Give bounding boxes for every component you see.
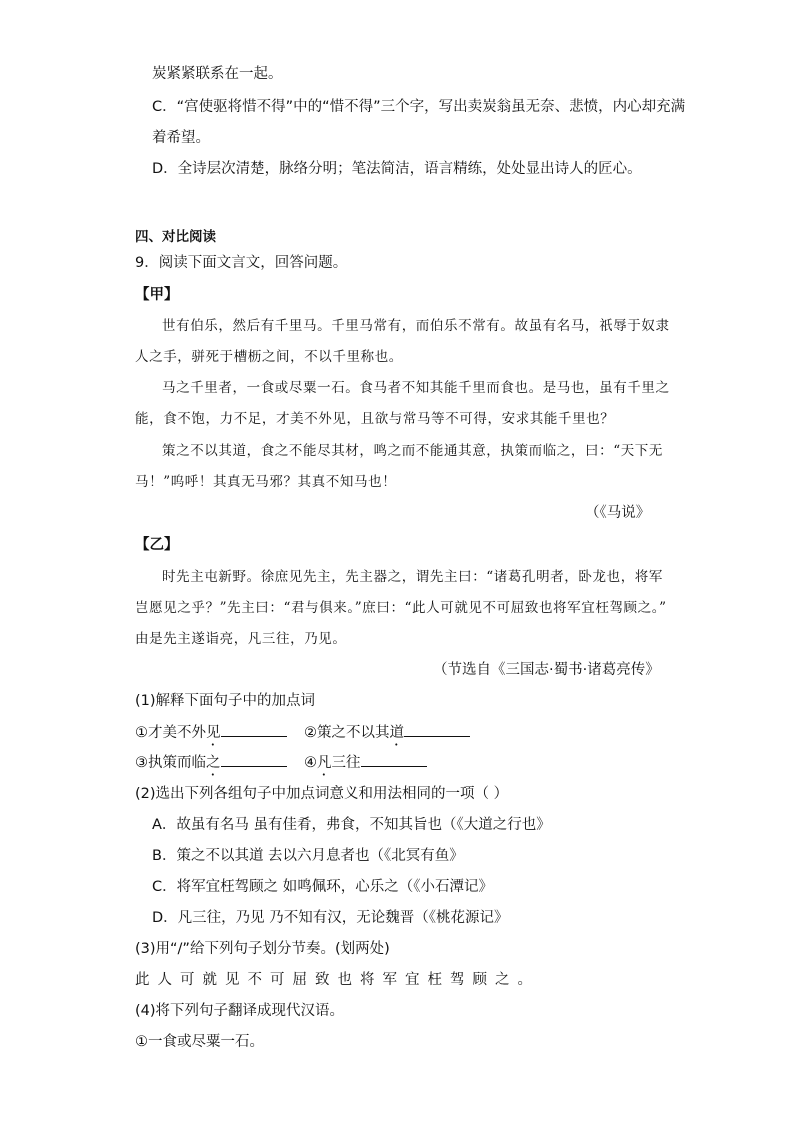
q1-a-text: ①才美不外 [135, 725, 206, 741]
q1-c-text: ③执策而临 [135, 755, 206, 771]
jia-p3-line2: 马！”呜呼！其真无马邪？其真不知马也！ [135, 474, 397, 490]
q1-item-a [135, 722, 287, 749]
q1-d-blank[interactable] [361, 752, 427, 767]
yi-p1-line1: 时先主屯新野。徐庶见先主，先主器之，谓先主曰：“诸葛孔明者，卧龙也，将军 [162, 569, 664, 585]
jia-source: （《马说》 [585, 505, 651, 521]
option-b-tail: 炭紧紧联系在一起。 [152, 66, 283, 82]
jia-p1-line2: 人之手，骈死于槽枥之间，不以千里称也。 [135, 349, 403, 365]
option-c-line2: 着希望。 [152, 130, 210, 146]
yi-p1-line3: 由是先主遂诣亮，凡三往，乃见。 [135, 631, 347, 647]
yi-source: （节选自《三国志·蜀书·诸葛亮传》 [433, 662, 660, 678]
q2-option-b[interactable]: B．策之不以其道 去以六月息者也（《北冥有鱼》 [152, 848, 464, 864]
jia-p1-line1: 世有伯乐，然后有千里马。千里马常有，而伯乐不常有。故虽有名马，祇辱于奴隶 [162, 318, 670, 334]
q1-item-c [135, 752, 287, 779]
q1-c-dotted: 之 [206, 755, 221, 771]
q1-d-dotted: 凡 [317, 755, 332, 771]
question-9-prompt: 9．阅读下面文言文，回答问题。 [135, 255, 348, 271]
yi-p1-line2: 岂愿见之乎？”先主曰：“君与俱来。”庶曰：“此人可就见不可屈致也将军宜枉驾顾之。” [135, 600, 667, 616]
q2-title: (2)选出下列各组句子中加点词意义和用法相同的一项（ ） [135, 786, 509, 802]
q1-title: (1)解释下面句子中的加点词 [135, 693, 316, 709]
q1-a-blank[interactable] [221, 722, 287, 737]
q1-item-b [304, 722, 470, 749]
jia-p3-line1: 策之不以其道，食之不能尽其材，鸣之而不能通其意，执策而临之，曰：“天下无 [162, 443, 664, 459]
passage-yi-label: 【乙】 [135, 537, 179, 553]
q4-item-1: ①一食或尽粟一石。 [135, 1034, 264, 1050]
q2-option-d[interactable]: D．凡三往，乃见 乃不知有汉，无论魏晋（《桃花源记》 [152, 910, 509, 926]
q1-d-text: 三往 [331, 755, 361, 771]
q2-option-a[interactable]: A．故虽有名马 虽有佳肴，弗食，不知其旨也（《大道之行也》 [152, 817, 551, 833]
q1-a-dotted: 见 [206, 725, 221, 741]
q1-item-d [304, 752, 427, 779]
q1-d-num: ④ [304, 755, 317, 771]
option-c-line1: C．“宫使驱将惜不得”中的“惜不得”三个字，写出卖炭翁虽无奈、悲愤，内心却充满 [152, 99, 686, 115]
q3-sentence: 此人可就见不可屈致也将军宜枉驾顾之。 [135, 972, 540, 988]
section-heading: 四、对比阅读 [135, 229, 216, 245]
q1-b-blank[interactable] [404, 722, 470, 737]
q4-title: (4)将下列句子翻译成现代汉语。 [135, 1003, 345, 1019]
jia-p2-line1: 马之千里者，一食或尽粟一石。食马者不知其能千里而食也。是马也，虽有千里之 [162, 380, 670, 396]
q2-option-c[interactable]: C．将军宜枉驾顾之 如鸣佩环，心乐之（《小石潭记》 [152, 879, 493, 895]
q1-b-dotted: 道 [389, 725, 404, 741]
jia-p2-line2: 能，食不饱，力不足，才美不外见，且欲与常马等不可得，安求其能千里也？ [135, 411, 615, 427]
passage-jia-label: 【甲】 [135, 287, 179, 303]
option-d: D．全诗层次清楚，脉络分明；笔法简洁，语言精练，处处显出诗人的匠心。 [152, 161, 642, 177]
q3-title: (3)用“/”给下列句子划分节奏。(划两处) [135, 941, 390, 957]
q1-c-blank[interactable] [221, 752, 287, 767]
q1-b-text: ②策之不以其 [304, 725, 390, 741]
